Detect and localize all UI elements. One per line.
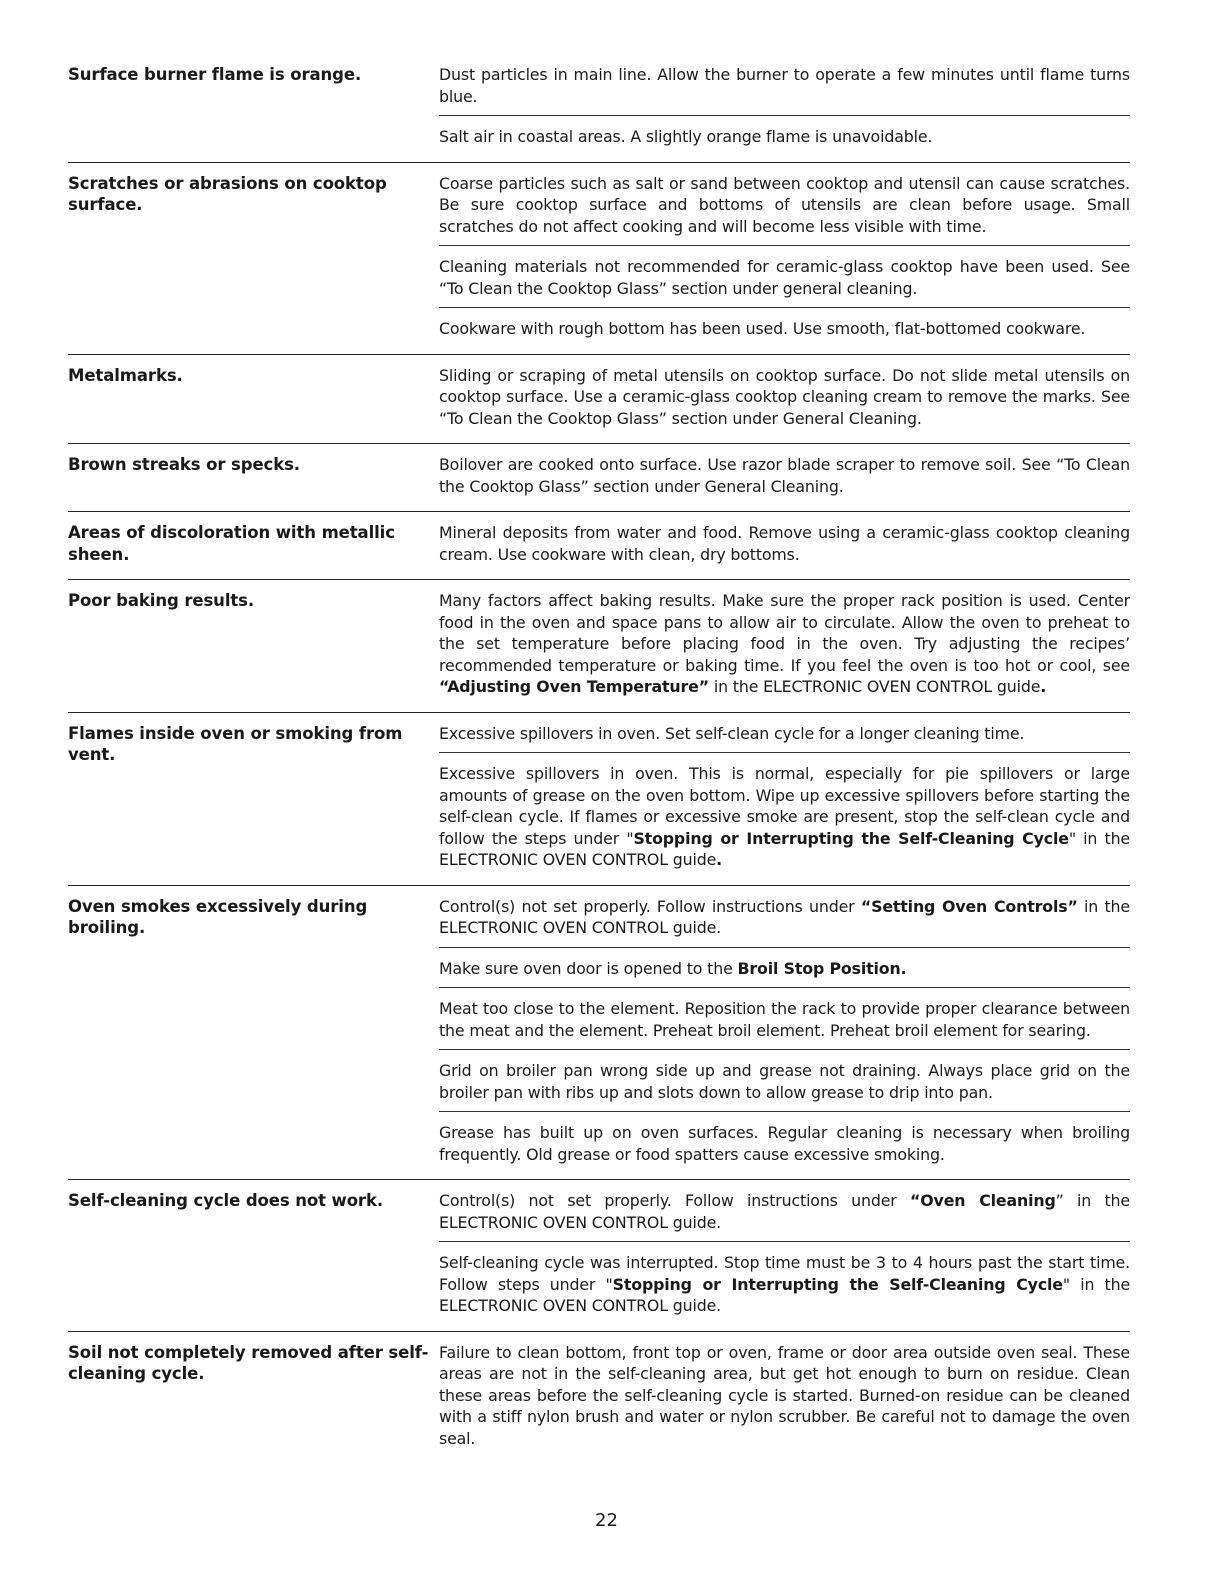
cause-text: [439, 590, 1130, 706]
cause-text: [439, 173, 1130, 246]
problem-row: [68, 355, 1130, 445]
problem-title: Oven smokes excessively during broiling.: [68, 896, 368, 937]
cause-segment: Excessive spillovers in oven. This is normal, especially for pie spillovers or large amounts of grease on the oven bottom. Wipe up excessive spillovers before starting the self-clean cycle. If flames or excessive smoke are present, stop the self-clean cycle and follow the steps under ": [439, 764, 1130, 848]
cause-emphasis: “Adjusting Oven Temperature”: [439, 677, 709, 696]
causes-list: [439, 1190, 1130, 1325]
cause-emphasis: “Setting Oven Controls”: [860, 896, 1078, 916]
problem-title: Flames inside oven or smoking from vent.: [68, 723, 403, 764]
causes-list: [439, 522, 1130, 573]
cause-segment: Cookware with rough bottom has been used. Use smooth, flat-bottomed cookware.: [439, 319, 1086, 338]
cause-segment: Failure to clean bottom, front top or oven, frame or door area outside oven seal. These areas are not in the self-cleaning area, but get hot enough to burn on residue. Clean these areas before the self-cleaning cycle is started. Burned-on residue can be cleaned with a stiff nylon brush and water or nylon scrubber. Be careful not to damage the oven seal.: [439, 1342, 1130, 1448]
cause-segment: Excessive spillovers in oven. Set self-clean cycle for a longer cleaning time.: [439, 723, 1025, 743]
cause-text: [439, 365, 1130, 438]
troubleshooting-table: [68, 64, 1130, 1463]
cause-segment: Grid on broiler pan wrong side up and grease not draining. Always place grid on the broiler pan with ribs up and slots down to allow grease to drip into pan.: [439, 1061, 1130, 1102]
cause-segment: " in the ELECTRONIC OVEN CONTROL guide.: [439, 1274, 1131, 1315]
cause-emphasis: Stopping or Interrupting the Self-Cleaning Cycle: [612, 1274, 1063, 1294]
cause-emphasis: “Oven Cleaning: [910, 1191, 1056, 1210]
cause-text: [439, 1111, 1130, 1173]
cause-segment: Self-cleaning cycle was interrupted. Stop time must be 3 to 4 hours past the start time. Follow steps under ": [439, 1253, 1130, 1294]
cause-segment: Control(s) not set properly. Follow instructions under: [439, 896, 861, 916]
cause-emphasis: .: [1040, 677, 1047, 696]
cause-text: [439, 64, 1130, 115]
cause-segment: Dust particles in main line. Allow the burner to operate a few minutes until flame turns blue.: [439, 65, 1130, 106]
causes-list: [439, 64, 1130, 156]
cause-text: [439, 947, 1130, 988]
problem-row: [68, 163, 1130, 355]
cause-text: [439, 1241, 1130, 1325]
cause-text: [439, 1190, 1130, 1241]
causes-list: [439, 1342, 1130, 1458]
cause-text: [439, 1342, 1130, 1458]
problem-title: Surface burner flame is orange.: [68, 65, 362, 84]
cause-segment: Cleaning materials not recommended for ceramic-glass cooktop have been used. See “To Clean the Cooktop Glass” section under general cleaning.: [439, 257, 1130, 298]
problem-row: [68, 886, 1130, 1181]
problem-title: Areas of discoloration with metallic sheen.: [68, 523, 395, 564]
cause-segment: in the ELECTRONIC OVEN CONTROL guide.: [439, 896, 1130, 937]
cause-segment: Boilover are cooked onto surface. Use razor blade scraper to remove soil. See “To Clean the Cooktop Glass” section under General Cleaning.: [439, 455, 1130, 496]
problem-row: [68, 444, 1130, 512]
page-number: 22: [595, 1510, 618, 1531]
cause-text: [439, 1049, 1130, 1111]
causes-list: [439, 590, 1130, 706]
problem-row: [68, 512, 1130, 580]
causes-list: [439, 365, 1130, 438]
problem-row: [68, 713, 1130, 886]
cause-segment: Coarse particles such as salt or sand between cooktop and utensil can cause scratches. Be sure cooktop surface and bottoms of utensils are clean before usage. Small scratches do not affect cooking and will become less visible with time.: [439, 173, 1130, 236]
cause-segment: " in the ELECTRONIC OVEN CONTROL guide: [439, 828, 1130, 869]
problem-title: Soil not completely removed after self-cleaning cycle.: [68, 1342, 429, 1383]
cause-text: [439, 454, 1130, 505]
cause-text: [439, 115, 1130, 156]
cause-segment: Control(s) not set properly. Follow instructions under: [439, 1191, 911, 1210]
cause-text: [439, 522, 1130, 573]
cause-segment: Salt air in coastal areas. A slightly orange flame is unavoidable.: [439, 127, 933, 146]
problem-title: Scratches or abrasions on cooktop surface.: [68, 173, 387, 214]
cause-emphasis: .: [716, 850, 723, 869]
cause-text: [439, 307, 1130, 348]
causes-list: [439, 896, 1130, 1174]
causes-list: [439, 173, 1130, 348]
cause-segment: Many factors affect baking results. Make sure the proper rack position is used. Center food in the oven and space pans to allow air to circulate. Allow the oven to preheat to the set temperature before placing food in the oven. Try adjusting the recipes’ recommended temperature or baking time. If you feel the oven is too hot or cool, see: [439, 591, 1130, 675]
problem-title: Poor baking results.: [68, 591, 255, 610]
cause-text: [439, 723, 1130, 753]
problem-title: Metalmarks.: [68, 365, 183, 385]
problem-row: [68, 580, 1130, 713]
cause-text: [439, 752, 1130, 879]
cause-text: [439, 987, 1130, 1049]
problem-title: Self-cleaning cycle does not work.: [68, 1191, 384, 1210]
cause-segment: ” in the ELECTRONIC OVEN CONTROL guide.: [439, 1191, 1130, 1232]
cause-segment: Meat too close to the element. Reposition the rack to provide proper clearance between the meat and the element. Preheat broil element. Preheat broil element for searing.: [439, 999, 1130, 1040]
cause-text: [439, 245, 1130, 307]
causes-list: [439, 454, 1130, 505]
cause-segment: Mineral deposits from water and food. Remove using a ceramic-glass cooktop cleaning cream. Use cookware with clean, dry bottoms.: [439, 523, 1130, 564]
problem-row: [68, 1332, 1130, 1464]
cause-segment: Grease has built up on oven surfaces. Regular cleaning is necessary when broiling frequently. Old grease or food spatters cause excessive smoking.: [439, 1123, 1130, 1164]
cause-segment: Sliding or scraping of metal utensils on cooktop surface. Do not slide metal utensils on cooktop surface. Use a ceramic-glass cooktop cleaning cream to remove the marks. See “To Clean the Cooktop Glass” section under General Cleaning.: [439, 365, 1130, 428]
cause-text: [439, 896, 1130, 947]
problem-title: Brown streaks or specks.: [68, 455, 300, 474]
cause-emphasis: Stopping or Interrupting the Self-Cleaning Cycle: [633, 828, 1069, 848]
causes-list: [439, 723, 1130, 879]
cause-emphasis: Broil Stop Position.: [737, 958, 907, 978]
problem-row: [68, 1180, 1130, 1332]
problem-row: [68, 64, 1130, 163]
cause-segment: in the ELECTRONIC OVEN CONTROL guide: [708, 677, 1041, 696]
cause-segment: Make sure oven door is opened to the: [439, 958, 738, 978]
